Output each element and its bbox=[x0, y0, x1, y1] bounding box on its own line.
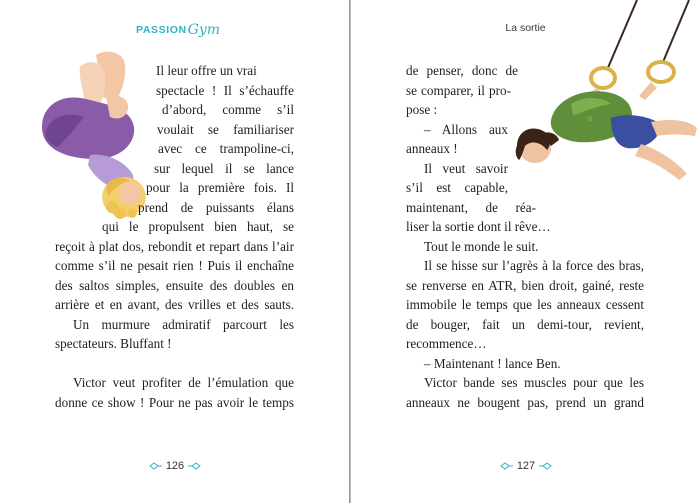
ornament-left-icon bbox=[149, 462, 163, 470]
text-line: spectateurs. Bluffant ! bbox=[55, 336, 172, 351]
page-number bbox=[125, 460, 225, 472]
text-line: Un murmure admiratif parcourt les bbox=[73, 317, 294, 332]
text-line: s’il est capable, bbox=[406, 180, 508, 195]
text-line: Victor veut profiter de l’émulation que bbox=[73, 375, 294, 390]
trampoline-gymnast-illustration bbox=[36, 47, 154, 222]
ornament-right-icon bbox=[187, 462, 201, 470]
text-line: reçoit à plat dos, rebondit et repart dans l’air bbox=[55, 239, 294, 254]
running-head: La sortie bbox=[505, 22, 546, 34]
text-line: Victor bande ses muscles pour que les bbox=[424, 375, 644, 390]
text-line: Il leur offre un vrai bbox=[156, 63, 257, 78]
text-line: des saltos simples, ensuite des doubles en bbox=[55, 278, 294, 293]
left-page bbox=[0, 0, 349, 503]
page-number-text: 127 bbox=[516, 460, 536, 472]
text-line: comme s’il ne pesait rien ! Puis il enchaîne bbox=[55, 258, 294, 273]
rings-gymnast-illustration bbox=[511, 0, 700, 185]
ornament-right-icon bbox=[538, 462, 552, 470]
text-line: arrière et en avant, des vrilles et des sauts. bbox=[55, 297, 294, 312]
text-line: anneaux ! bbox=[406, 141, 458, 156]
text-line: maintenant, de réa- bbox=[406, 200, 536, 215]
text-line: anneaux ne bougent pas, prend un grand bbox=[406, 395, 644, 410]
brand-script: Gym bbox=[187, 21, 221, 38]
text-line: donne ce show ! Pour ne pas avoir le temps bbox=[55, 395, 294, 410]
right-page bbox=[351, 0, 700, 503]
text-line: se renverse en ATR, bien droit, gainé, reste bbox=[406, 278, 644, 293]
text-line: de bouger, fait un demi-tour, revient, bbox=[406, 317, 644, 332]
text-line: qui le propulsent bien haut, se bbox=[102, 219, 294, 234]
brand-logo bbox=[136, 21, 220, 41]
text-line: spectacle ! Il s’échauffe bbox=[156, 83, 294, 98]
text-line: de penser, donc de bbox=[406, 63, 518, 78]
text-line: sur lequel il se lance bbox=[154, 161, 294, 176]
text-line: voulait se familiariser bbox=[157, 122, 294, 137]
svg-text:☆: ☆ bbox=[585, 113, 595, 124]
page-number-text: 126 bbox=[165, 460, 185, 472]
text-line: – Maintenant ! lance Ben. bbox=[424, 356, 561, 371]
text-line: Il se hisse sur l’agrès à la force des bras, bbox=[424, 258, 644, 273]
text-line: immobile le temps que les anneaux cessent bbox=[406, 297, 644, 312]
text-line: se comparer, il pro- bbox=[406, 83, 511, 98]
text-line: pose : bbox=[406, 102, 438, 117]
page-number bbox=[476, 460, 576, 472]
text-line: avec ce trampoline-ci, bbox=[158, 141, 294, 156]
ornament-left-icon bbox=[500, 462, 514, 470]
text-line: Il veut savoir bbox=[424, 161, 508, 176]
brand-word: PASSION bbox=[136, 23, 187, 36]
text-line: pour la première fois. Il bbox=[146, 180, 294, 195]
text-line: liser la sortie dont il rêve… bbox=[406, 219, 551, 234]
text-line: prend de puissants élans bbox=[138, 200, 294, 215]
text-line: d’abord, comme s’il bbox=[162, 102, 294, 117]
text-line: Tout le monde le suit. bbox=[424, 239, 539, 254]
text-line: – Allons aux bbox=[424, 122, 508, 137]
text-line: recommence… bbox=[406, 336, 487, 351]
